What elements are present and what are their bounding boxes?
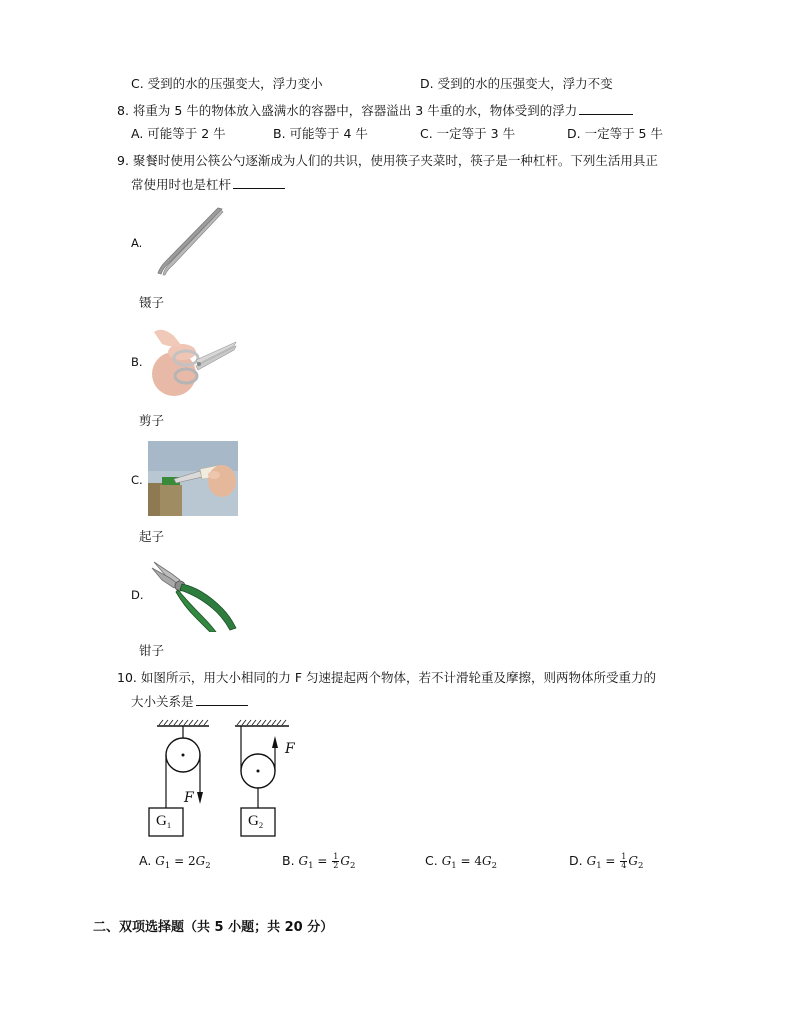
tweezers-image [152, 205, 226, 277]
g2-letter: G [248, 813, 259, 829]
force-arrow-up [272, 736, 278, 748]
q8-answer-blank [579, 102, 633, 115]
q9-option-b-letter: B. [131, 355, 143, 369]
movable-pulley-force-label: F [285, 741, 295, 757]
q10-a-lhs-sub: 1 [164, 861, 171, 871]
q10-a-rhs-sub: 2 [205, 861, 211, 871]
q10-d-numerator: 1 [621, 852, 627, 861]
g1-subscript: 1 [166, 820, 172, 830]
q10-c-rhs-sub: 2 [491, 861, 498, 871]
fixed-pulley-force-label: F [184, 790, 194, 806]
q9-stem-line2 [131, 176, 285, 194]
q10-a-eq: = 2 [170, 854, 196, 868]
q10-c-lhs-sub: 1 [451, 861, 457, 871]
q9-option-c-letter: C. [131, 473, 143, 487]
force-arrow-down [197, 792, 203, 804]
q9-option-c-caption: 起子 [139, 529, 165, 544]
q10-option-b [282, 852, 355, 875]
q10-option-d [569, 852, 643, 875]
q10-d-rhs: G [628, 854, 638, 868]
q10-b-fraction [332, 853, 339, 870]
q8-option-a: A. 可能等于 2 牛 [131, 126, 226, 141]
q7-option-d: D. 受到的水的压强变大，浮力不变 [420, 76, 613, 91]
q10-d-lhs: G [586, 854, 597, 868]
q8-option-c: C. 一定等于 3 牛 [420, 126, 516, 141]
q10-b-lhs-sub: 1 [308, 861, 314, 871]
q10-b-numerator: 1 [333, 852, 339, 861]
q10-option-d-letter: D. [569, 853, 583, 868]
q10-d-eq: = [601, 854, 620, 868]
q10-d-fraction [620, 853, 627, 870]
q9-option-a-letter: A. [131, 236, 143, 250]
q10-b-eq: = [313, 854, 332, 868]
pliers-image [150, 558, 240, 632]
q8-option-d: D. 一定等于 5 牛 [567, 126, 663, 141]
section-2-title: 二、双项选择题（共 5 小题；共 20 分） [93, 920, 334, 935]
q10-stem-line2 [131, 693, 248, 711]
q10-option-a-letter: A. [139, 853, 152, 868]
g2-subscript: 2 [258, 820, 264, 830]
scissors-image [152, 322, 238, 396]
q10-option-a [139, 852, 211, 875]
q10-d-denominator: 4 [621, 861, 627, 870]
q10-b-rhs-sub: 2 [349, 861, 356, 871]
q10-option-c [425, 852, 497, 875]
q10-b-denominator: 2 [333, 861, 339, 870]
right-ceiling [235, 720, 289, 726]
q10-option-c-letter: C. [425, 853, 438, 868]
q10-a-rhs: G [195, 854, 206, 868]
q10-c-rhs: G [482, 854, 492, 868]
q9-option-a-caption: 镊子 [139, 295, 165, 310]
q9-option-d-caption: 钳子 [139, 643, 165, 658]
q8-stem-text: 8. 将重为 5 牛的物体放入盛满水的容器中，容器溢出 3 牛重的水，物体受到的浮力 [117, 103, 578, 118]
bottle-opener-image [148, 441, 238, 516]
q10-option-b-letter: B. [282, 853, 295, 868]
q7-option-c: C. 受到的水的压强变大，浮力变小 [131, 76, 323, 91]
q9-stem-line1: 9. 聚餐时使用公筷公勺逐渐成为人们的共识，使用筷子夹菜时，筷子是一种杠杆。下列生活用具正 [117, 153, 658, 168]
q8-stem [117, 102, 633, 120]
q9-option-b-caption: 剪子 [139, 413, 165, 428]
pulley-figure [128, 716, 298, 842]
q9-stem-line2-text: 常使用时也是杠杆 [131, 177, 232, 192]
q9-answer-blank [233, 176, 285, 189]
q10-a-lhs: G [155, 854, 165, 868]
q10-answer-blank [196, 693, 248, 706]
block-g2-label [248, 813, 263, 830]
q10-stem-line2-text: 大小关系是 [131, 694, 194, 709]
q10-b-lhs: G [298, 854, 309, 868]
block-g1-label [156, 813, 171, 830]
q10-d-rhs-sub: 2 [637, 861, 644, 871]
q10-c-eq: = 4 [456, 854, 483, 868]
q10-stem-line1: 10. 如图所示，用大小相同的力 F 匀速提起两个物体，若不计滑轮重及摩擦，则两物体所受重力的 [117, 670, 656, 685]
q10-c-lhs: G [441, 854, 452, 868]
q8-option-b: B. 可能等于 4 牛 [273, 126, 368, 141]
q9-option-d-letter: D. [131, 588, 144, 602]
q10-d-lhs-sub: 1 [596, 861, 602, 871]
q10-b-rhs: G [340, 854, 350, 868]
g1-letter: G [156, 813, 167, 829]
